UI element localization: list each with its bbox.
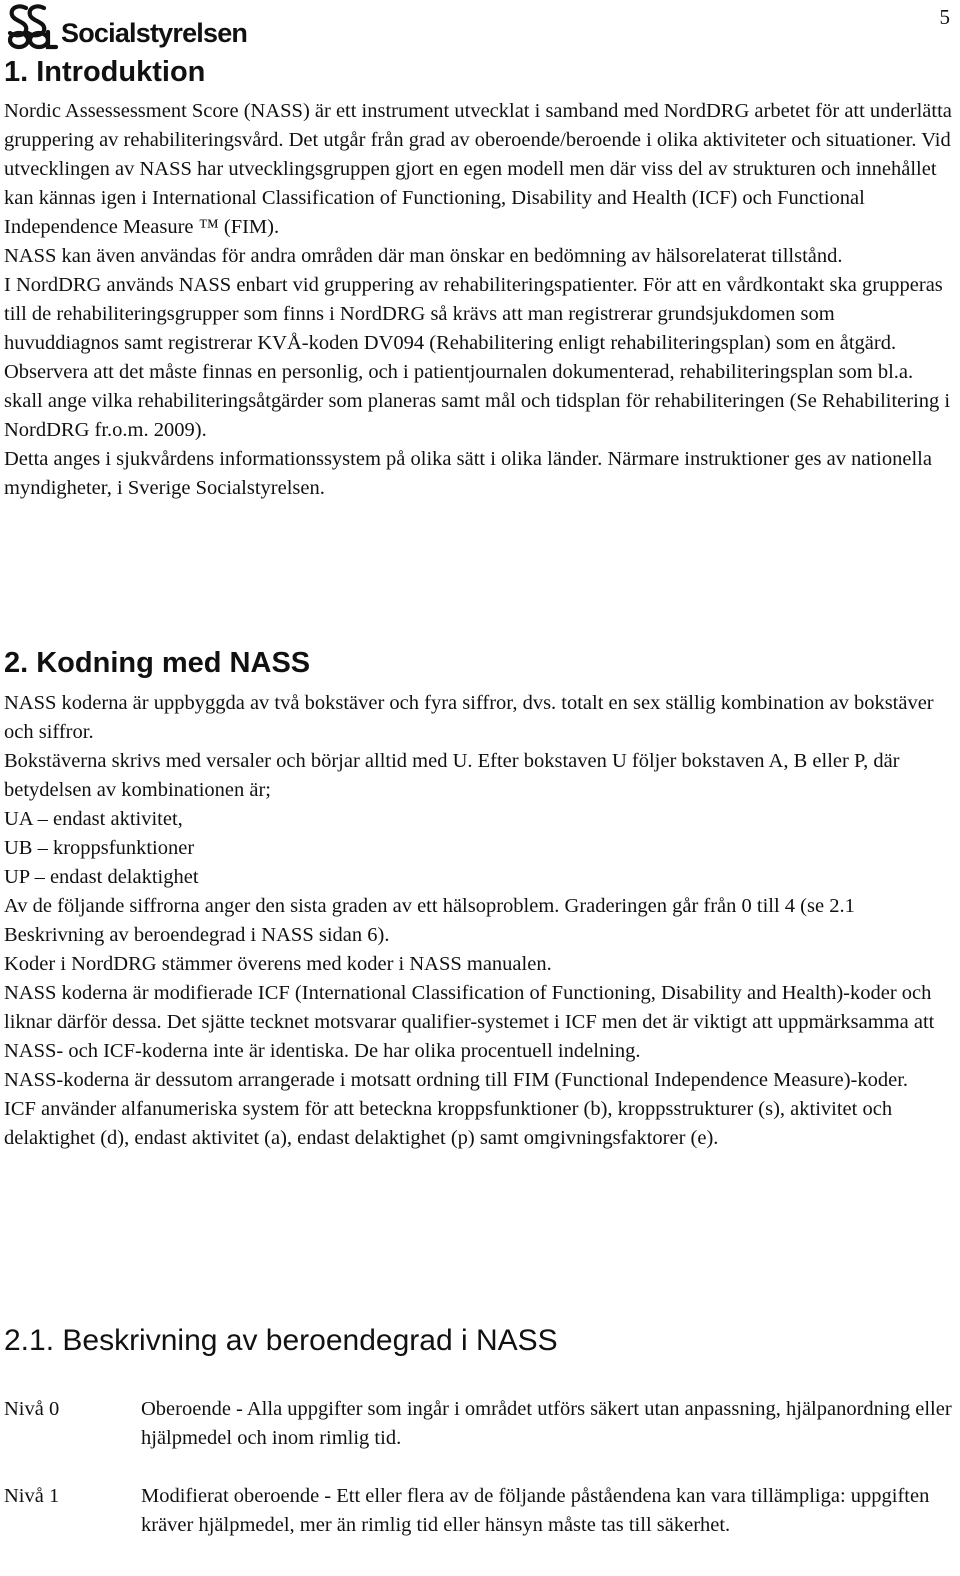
intro-paragraph: Detta anges i sjukvårdens informationssystem på olika sätt i olika länder. Närmare instruktioner ges av nationella myndigheter, i Sverige Socialstyrelsen. bbox=[4, 448, 932, 499]
coding-paragraph: UA – endast aktivitet, bbox=[4, 808, 183, 830]
coding-body bbox=[4, 689, 954, 1153]
coding-paragraph: NASS koderna är modifierade ICF (International Classification of Functioning, Disability and Health)-koder och liknar därför dessa. Det sjätte tecknet motsvarar qualifier-systemet i ICF men det är viktigt att uppmärksamma att NASS- och ICF-koderna inte är identiska. De har olika procentuell indelning. bbox=[4, 982, 935, 1062]
intro-body bbox=[4, 97, 954, 503]
page-header bbox=[4, 2, 952, 54]
coding-paragraph: NASS koderna är uppbyggda av två bokstäver och fyra siffror, dvs. totalt en sex ställig kombination av bokstäver och siffror. bbox=[4, 692, 934, 743]
coding-paragraph: Av de följande siffrorna anger den sista graden av ett hälsoproblem. Graderingen går från 0 till 4 (se 2.1 Beskrivning av beroendegrad i NASS sidan 6). bbox=[4, 895, 855, 946]
level-row bbox=[4, 1395, 954, 1453]
logo-wordmark: Socialstyrelsen bbox=[61, 17, 248, 48]
level-label: Nivå 0 bbox=[4, 1398, 60, 1420]
intro-paragraph: Nordic Assessessment Score (NASS) är ett instrument utvecklat i samband med NordDRG arbetet för att underlätta gruppering av rehabiliteringsvård. Det utgår från grad av oberoende/beroende i olika aktiviteter och situationer. Vid utvecklingen av NASS har utvecklingsgruppen gjort en egen modell men där viss del av strukturen och innehållet kan kännas igen i International Classification of Functioning, Disability and Health (ICF) och Functional Independence Measure ™ (FIM). bbox=[4, 100, 952, 238]
coding-paragraph: ICF använder alfanumeriska system för att beteckna kroppsfunktioner (b), kroppsstrukturer (s), aktivitet och delaktighet (d), endast aktivitet (a), endast delaktighet (p) samt omgivningsfaktorer (e). bbox=[4, 1098, 893, 1149]
level-description: Modifierat oberoende - Ett eller flera av de följande påståendena kan vara tillämpliga: uppgiften kräver hjälpmedel, mer än rimlig tid eller hänsyn måste tas till säkerhet. bbox=[141, 1485, 930, 1536]
section-heading-introduktion: 1. Introduktion bbox=[4, 56, 206, 88]
logo-emblem-icon bbox=[4, 2, 60, 50]
coding-paragraph: Koder i NordDRG stämmer överens med koder i NASS manualen. bbox=[4, 953, 552, 975]
coding-paragraph: UB – kroppsfunktioner bbox=[4, 837, 195, 859]
intro-paragraph: NASS kan även användas för andra områden där man önskar en bedömning av hälsorelaterat tillstånd. bbox=[4, 245, 843, 267]
coding-paragraph: NASS-koderna är dessutom arrangerade i motsatt ordning till FIM (Functional Independence Measure)-koder. bbox=[4, 1069, 909, 1091]
coding-paragraph: Bokstäverna skrivs med versaler och börjar alltid med U. Efter bokstaven U följer bokstaven A, B eller P, där betydelsen av kombinationen är; bbox=[4, 750, 900, 801]
level-label: Nivå 1 bbox=[4, 1485, 60, 1507]
page-number: 5 bbox=[939, 5, 950, 29]
level-description: Oberoende - Alla uppgifter som ingår i området utförs säkert utan anpassning, hjälpanordning eller hjälpmedel och inom rimlig tid. bbox=[141, 1398, 952, 1449]
subsection-heading-beroendegrad: 2.1. Beskrivning av beroendegrad i NASS bbox=[4, 1324, 558, 1357]
coding-paragraph: UP – endast delaktighet bbox=[4, 866, 199, 888]
dependency-levels bbox=[4, 1395, 954, 1569]
socialstyrelsen-logo bbox=[4, 2, 247, 50]
section-heading-kodning: 2. Kodning med NASS bbox=[4, 647, 311, 679]
intro-paragraph: I NordDRG används NASS enbart vid gruppering av rehabiliteringspatienter. För att en vårdkontakt ska grupperas till de rehabiliteringsgrupper som finns i NordDRG så krävs att man registrerar grundsjukdomen som huvuddiagnos samt registrerar KVÅ-koden DV094 (Rehabilitering enligt rehabiliteringsplan) som en åtgärd. Observera att det måste finnas en personlig, och i patientjournalen dokumenterad, rehabiliteringsplan som bl.a. skall ange vilka rehabiliteringsåtgärder som planeras samt mål och tidsplan för rehabiliteringen (Se Rehabilitering i NordDRG fr.o.m. 2009). bbox=[4, 274, 951, 441]
level-row bbox=[4, 1482, 954, 1540]
